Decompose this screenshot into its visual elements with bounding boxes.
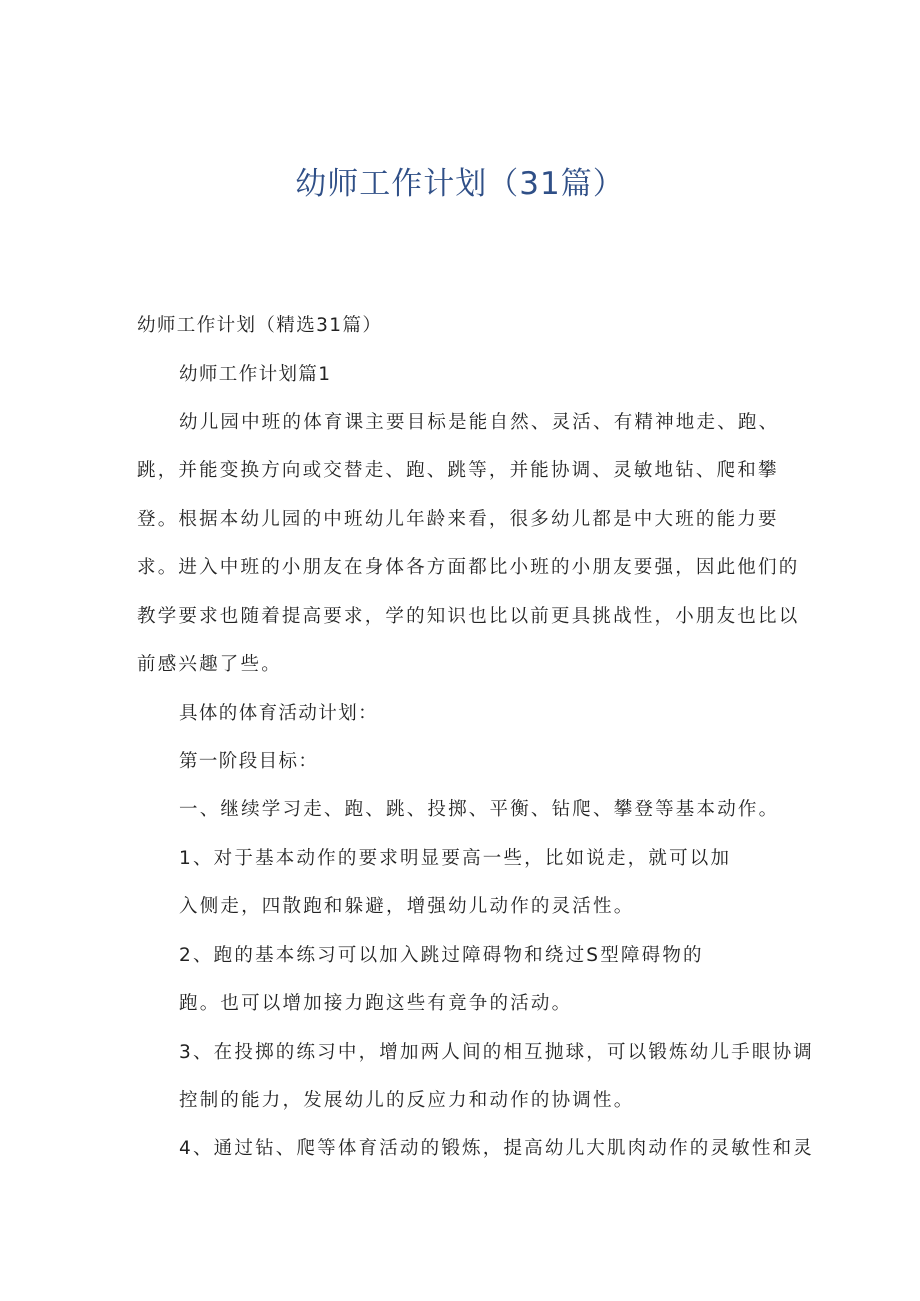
paragraph-line: 跳，并能变换方向或交替走、跑、跳等，并能协调、灵敏地钻、爬和攀 [137,460,779,481]
stage-heading: 第一阶段目标： [179,751,319,772]
paragraph-line: 教学要求也随着提高要求，学的知识也比以前更具挑战性，小朋友也比以 [137,606,800,627]
list-item: 跑。也可以增加接力跑这些有竟争的活动。 [179,993,573,1014]
list-item: 入侧走，四散跑和躲避，增强幼儿动作的灵活性。 [179,896,635,917]
paragraph-line: 求。进入中班的小朋友在身体各方面都比小班的小朋友要强，因此他们的 [137,557,800,578]
section-heading: 幼师工作计划篇1 [179,364,332,385]
list-item: 1、对于基本动作的要求明显要高一些，比如说走，就可以加 [179,848,732,869]
list-item: 控制的能力，发展幼儿的反应力和动作的协调性。 [179,1090,635,1111]
plan-heading: 具体的体育活动计划： [179,703,379,724]
paragraph-line: 登。根据本幼儿园的中班幼儿年龄来看，很多幼儿都是中大班的能力要 [137,509,779,530]
list-item: 3、在投掷的练习中，增加两人间的相互抛球，可以锻炼幼儿手眼协调 [179,1042,814,1063]
list-item: 4、通过钻、爬等体育活动的锻炼，提高幼儿大肌肉动作的灵敏性和灵 [179,1138,814,1159]
paragraph-line: 幼儿园中班的体育课主要目标是能自然、灵活、有精神地走、跑、 [179,412,780,433]
goal-line: 一、继续学习走、跑、跳、投掷、平衡、钻爬、攀登等基本动作。 [179,799,780,820]
list-item: 2、跑的基本练习可以加入跳过障碍物和绕过S型障碍物的 [179,945,704,966]
document-subtitle: 幼师工作计划（精选31篇） [137,315,383,336]
document-title: 幼师工作计划（31篇） [295,166,625,202]
paragraph-line: 前感兴趣了些。 [137,654,282,675]
